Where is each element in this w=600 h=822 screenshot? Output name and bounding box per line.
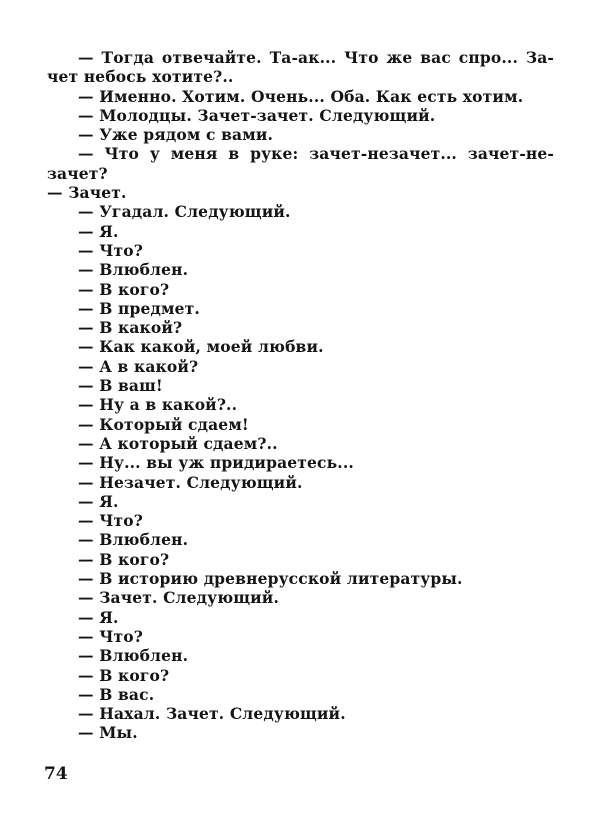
text-line: — В историю древнерусской литературы.	[78, 569, 463, 589]
text-line: — Что?	[78, 626, 143, 646]
text-line: — В кого?	[78, 665, 170, 685]
text-line: — Что?	[78, 511, 143, 531]
text-line: чет небось хотите?..	[47, 67, 234, 87]
text-line: — Как какой, моей любви.	[78, 337, 324, 357]
text-line: — Который сдаем!	[78, 414, 249, 434]
text-line: — Именно. Хотим. Очень... Оба. Как есть хотим.	[78, 86, 524, 106]
text-line: — Я.	[78, 221, 119, 241]
text-line: — Зачет.	[47, 183, 127, 203]
text-line: — Нахал. Зачет. Следующий.	[78, 704, 346, 724]
page-number: 74	[44, 764, 68, 784]
text-line: — В предмет.	[78, 298, 200, 318]
text-line: — А в какой?	[78, 356, 199, 376]
text-line: зачет?	[47, 163, 108, 183]
text-line: — Что?	[78, 240, 143, 260]
text-line: — Ну а в какой?..	[78, 395, 238, 415]
text-line: — Молодцы. Зачет-зачет. Следующий.	[78, 105, 436, 125]
text-line: — В кого?	[78, 279, 170, 299]
text-line: — Что у меня в руке: зачет-незачет... зачет-не-	[78, 144, 554, 164]
text-line: — А который сдаем?..	[78, 433, 278, 453]
text-line: — Незачет. Следующий.	[78, 472, 303, 492]
text-line: — В ваш!	[78, 376, 163, 396]
text-line: — Ну... вы уж придираетесь...	[78, 453, 354, 473]
text-line: — Влюблен.	[78, 646, 189, 666]
text-line: — Угадал. Следующий.	[78, 202, 291, 222]
text-line: — Я.	[78, 491, 119, 511]
text-line: — Мы.	[78, 723, 138, 743]
text-line: — Зачет. Следующий.	[78, 588, 280, 608]
text-line: — В кого?	[78, 549, 170, 569]
text-line: — Влюблен.	[78, 530, 189, 550]
text-line: — Влюблен.	[78, 260, 189, 280]
text-line: — Уже рядом с вами.	[78, 125, 274, 145]
text-line: — Я.	[78, 607, 119, 627]
text-line: — В вас.	[78, 684, 155, 704]
text-line: — Тогда отвечайте. Та-ак... Что же вас спро... За-	[78, 48, 554, 67]
text-line: — В какой?	[78, 318, 183, 338]
dialogue-text	[47, 48, 554, 743]
